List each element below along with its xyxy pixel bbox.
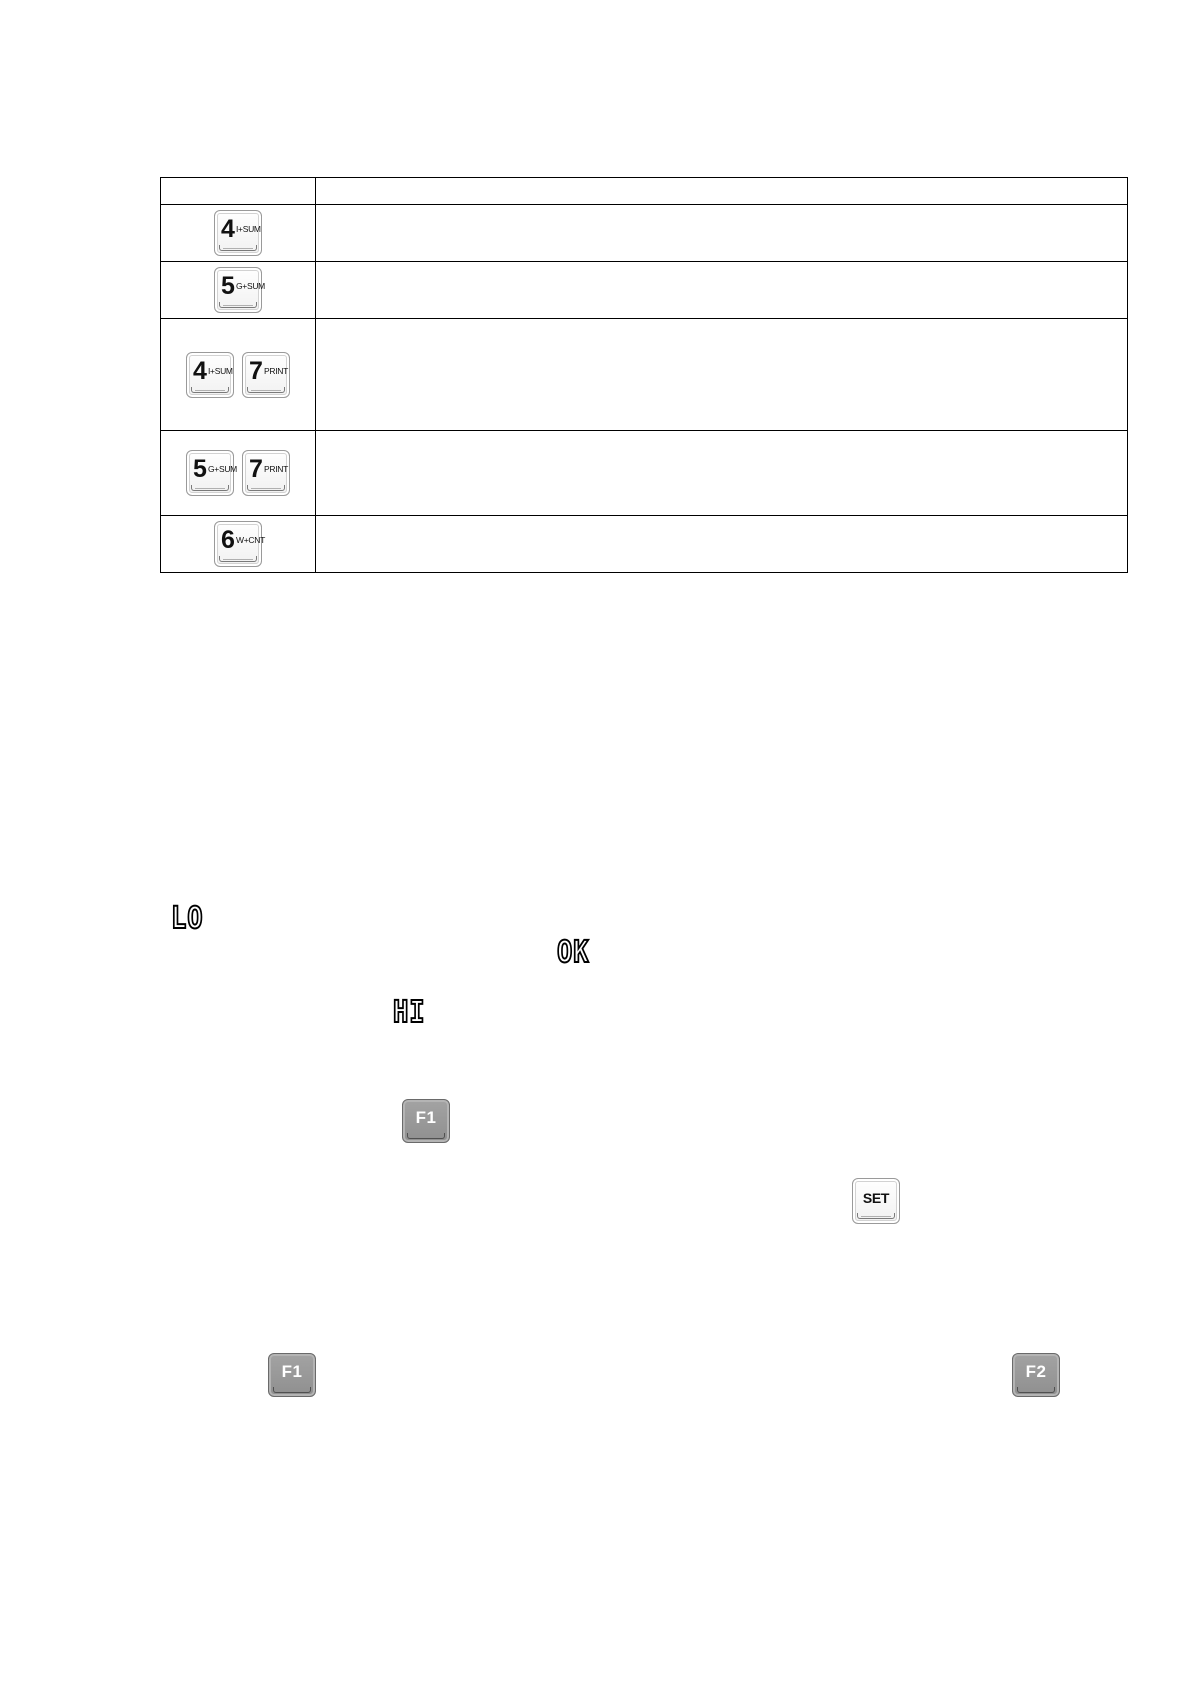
key-5-gsum-icon [214, 267, 265, 313]
key-number: 4 [193, 356, 207, 385]
description-cell [316, 262, 1128, 319]
key-number: 7 [249, 455, 263, 483]
key-cell [161, 319, 316, 431]
key-6-wcnt-icon [214, 521, 265, 567]
description-cell [316, 205, 1128, 262]
key-number: 4 [221, 215, 235, 243]
table-row [161, 262, 1128, 319]
key-7-print-icon [242, 450, 290, 496]
table-row [161, 431, 1128, 516]
key-label: SET [862, 1190, 890, 1206]
key-base [273, 1387, 311, 1393]
key-base [219, 245, 257, 251]
f2-key-icon [1012, 1353, 1060, 1397]
key-sublabel: I+SUM [208, 365, 233, 376]
key-base [219, 302, 257, 308]
key-label: F2 [1025, 1362, 1047, 1381]
f1-key-icon [268, 1353, 316, 1397]
key-cell [161, 431, 316, 516]
key-sublabel: I+SUM [236, 224, 261, 234]
key-number: 6 [221, 526, 235, 554]
display-ok: OK [557, 935, 590, 970]
key-base [191, 485, 229, 491]
key-sublabel: PRINT [264, 464, 289, 474]
key-4-isum-icon [214, 210, 262, 256]
key-number: 7 [249, 356, 263, 385]
key-sublabel: G+SUM [208, 464, 237, 474]
key-cell [161, 516, 316, 573]
key-5-gsum-icon [186, 450, 237, 496]
description-cell [316, 516, 1128, 573]
key-base [1017, 1387, 1055, 1393]
key-number: 5 [221, 272, 235, 300]
key-function-table [160, 177, 1128, 573]
key-sublabel: PRINT [264, 365, 289, 376]
key-7-print-icon [242, 352, 290, 398]
f1-key-icon [402, 1099, 450, 1143]
key-base [191, 387, 229, 393]
table-header-row [161, 178, 1128, 205]
header-cell-description [316, 178, 1128, 205]
key-4-isum-icon [186, 352, 234, 398]
display-lo: LO [171, 901, 204, 936]
key-base [247, 485, 285, 491]
description-cell [316, 431, 1128, 516]
key-sublabel: W+CNT [236, 535, 265, 545]
description-cell [316, 319, 1128, 431]
key-base [247, 387, 285, 393]
key-number: 5 [193, 455, 207, 483]
set-key-icon [852, 1178, 900, 1224]
key-base [219, 556, 257, 562]
table-row [161, 516, 1128, 573]
key-base [407, 1133, 445, 1139]
key-sublabel: G+SUM [236, 281, 265, 291]
key-label: F1 [415, 1108, 437, 1127]
key-label: F1 [281, 1362, 303, 1381]
table-row [161, 319, 1128, 431]
header-cell-key [161, 178, 316, 205]
key-cell [161, 205, 316, 262]
key-base [857, 1213, 895, 1219]
display-hi: HI [393, 995, 426, 1030]
table-row [161, 205, 1128, 262]
key-cell [161, 262, 316, 319]
